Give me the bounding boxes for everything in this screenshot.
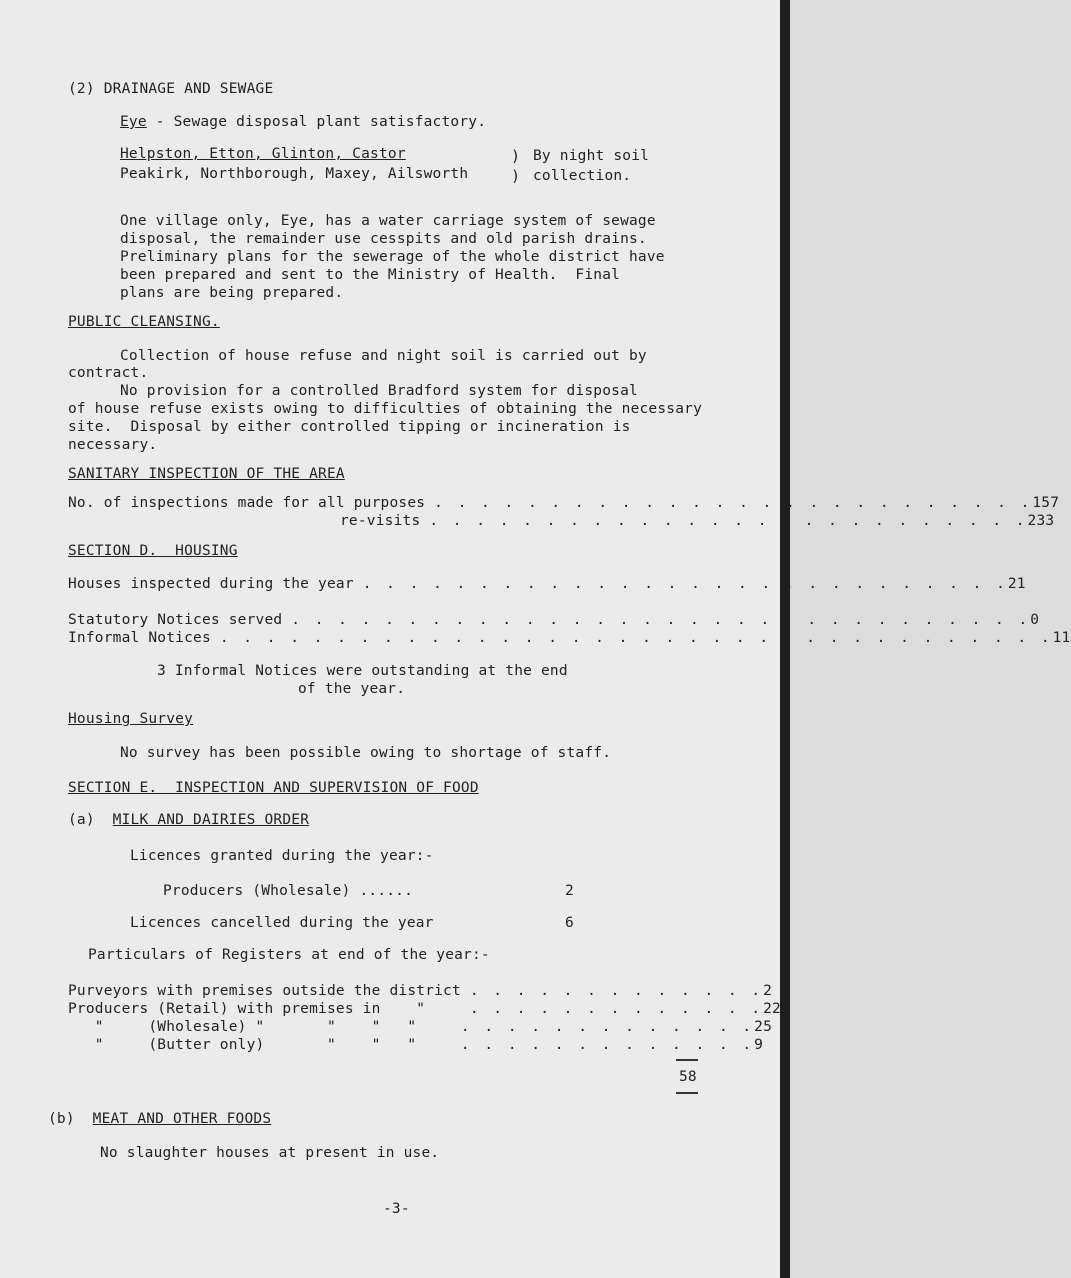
villages-line-2: Peakirk, Northborough, Maxey, Ailsworth — [120, 166, 469, 182]
sanitary-heading: SANITARY INSPECTION OF THE AREA — [68, 466, 345, 482]
producers-wholesale-value: 2 — [565, 883, 574, 899]
inspections-value: 157 — [1032, 495, 1060, 511]
meat-marker: (b) — [48, 1111, 75, 1127]
housing-survey-text: No survey has been possible owing to shortage of staff. — [120, 745, 612, 761]
drainage-para-line-5: plans are being prepared. — [120, 285, 344, 301]
register-value: 9 — [754, 1037, 764, 1053]
licences-granted: Licences granted during the year:- — [130, 848, 434, 864]
cleansing-para2-line-2: of house refuse exists owing to difficulties of obtaining the necessary — [68, 401, 703, 417]
informal-notices-value: 11 — [1052, 630, 1071, 646]
register-row — [68, 1018, 773, 1036]
dot-leader: . . . . . . . . . . . . . . . . . . . . . . . . . . . . . . . . . . . . — [219, 630, 1053, 646]
dot-leader: . . . . . . . . . . . . . — [460, 1019, 755, 1035]
eye-line — [120, 113, 486, 131]
dot-leader: . . . . . . . . . . . . . . . . . . . . . . . . . . — [429, 513, 1028, 529]
register-value: 2 — [763, 983, 773, 999]
meat-heading: MEAT AND OTHER FOODS — [92, 1111, 272, 1127]
milk-heading: MILK AND DAIRIES ORDER — [112, 812, 310, 828]
statutory-notices-value: 0 — [1030, 612, 1040, 628]
inspections-row — [68, 494, 1060, 512]
milk-heading-line — [68, 811, 309, 829]
drainage-para-line-4: been prepared and sent to the Ministry of Health. Final — [120, 267, 621, 283]
register-row — [68, 1036, 764, 1054]
revisits-label: re-visits — [340, 513, 430, 529]
drainage-heading-text: (2) DRAINAGE AND SEWAGE — [68, 81, 274, 97]
cleansing-heading: PUBLIC CLEANSING. — [68, 314, 220, 330]
statutory-notices-row — [68, 611, 1040, 629]
register-value: 22 — [763, 1001, 781, 1017]
dot-leader: . . . . . . . . . . . . . — [460, 1037, 755, 1053]
dot-leader: . . . . . . . . . . . . . . . . . . . . . . . . . . — [434, 495, 1033, 511]
licences-cancelled-value: 6 — [565, 915, 574, 931]
dot-leader: . . . . . . . . . . . . . — [469, 1001, 764, 1017]
revisits-row — [340, 512, 1055, 530]
night-soil-1: By night soil — [533, 148, 650, 164]
register-label: " (Butter only) " " " — [68, 1037, 461, 1053]
food-heading: SECTION E. INSPECTION AND SUPERVISION OF FOOD — [68, 780, 479, 796]
houses-inspected-row — [68, 575, 1026, 593]
licences-cancelled-label: Licences cancelled during the year — [130, 915, 434, 931]
dot-leader: . . . . . . . . . . . . . . . . . . . . . . . . . . . . . . . . — [291, 612, 1031, 628]
houses-inspected-value: 21 — [1007, 576, 1026, 592]
outstanding-line-1: 3 Informal Notices were outstanding at the end — [157, 663, 568, 679]
drainage-para-line-2: disposal, the remainder use cesspits and old parish drains. — [120, 231, 647, 247]
register-row — [68, 982, 773, 1000]
inspections-label: No. of inspections made for all purposes — [68, 495, 435, 511]
eye-text: - Sewage disposal plant satisfactory. — [146, 114, 487, 130]
total-rule-bottom — [676, 1092, 698, 1094]
brace-1: ) — [511, 147, 521, 165]
register-value: 25 — [754, 1019, 773, 1035]
milk-marker: (a) — [68, 812, 95, 828]
meat-heading-line — [48, 1110, 271, 1128]
cleansing-para2-line-1: No provision for a controlled Bradford system for disposal — [120, 383, 638, 399]
drainage-para-line-3: Preliminary plans for the sewerage of the whole district have — [120, 249, 665, 265]
housing-survey-heading: Housing Survey — [68, 711, 194, 727]
dot-leader: . . . . . . . . . . . . . — [469, 983, 764, 999]
cleansing-para1-line-2: contract. — [68, 365, 149, 381]
houses-inspected-label: Houses inspected during the year — [68, 576, 363, 592]
cleansing-para2-line-3: site. Disposal by either controlled tipping or incineration is — [68, 419, 631, 435]
register-label: " (Wholesale) " " " " — [68, 1019, 461, 1035]
night-soil-2: collection. — [533, 168, 632, 184]
drainage-heading — [68, 80, 273, 98]
cleansing-para2-line-4: necessary. — [68, 437, 158, 453]
informal-notices-label: Informal Notices — [68, 630, 220, 646]
meat-text: No slaughter houses at present in use. — [100, 1145, 440, 1161]
particulars-line: Particulars of Registers at end of the year:- — [88, 947, 490, 963]
cleansing-para1-line-1: Collection of house refuse and night soil is carried out by — [120, 348, 647, 364]
villages-line-1: Helpston, Etton, Glinton, Castor — [120, 146, 406, 162]
brace-2: ) — [511, 167, 521, 185]
registers-total: 58 — [679, 1069, 697, 1085]
page-number: -3- — [383, 1201, 410, 1217]
dot-leader: . . . . . . . . . . . . . . . . . . . . . . . . . . . . — [362, 576, 1008, 592]
revisits-value: 233 — [1027, 513, 1055, 529]
eye-label: Eye — [120, 114, 147, 130]
total-rule-top — [676, 1059, 698, 1061]
register-label: Producers (Retail) with premises in " — [68, 1001, 470, 1017]
register-row — [68, 1000, 781, 1018]
outstanding-line-2: of the year. — [298, 681, 406, 697]
informal-notices-row — [68, 629, 1071, 647]
housing-heading: SECTION D. HOUSING — [68, 543, 238, 559]
producers-wholesale-label: Producers (Wholesale) ...... — [163, 883, 414, 899]
statutory-notices-label: Statutory Notices served — [68, 612, 292, 628]
register-label: Purveyors with premises outside the district — [68, 983, 470, 999]
drainage-para-line-1: One village only, Eye, has a water carriage system of sewage — [120, 213, 656, 229]
